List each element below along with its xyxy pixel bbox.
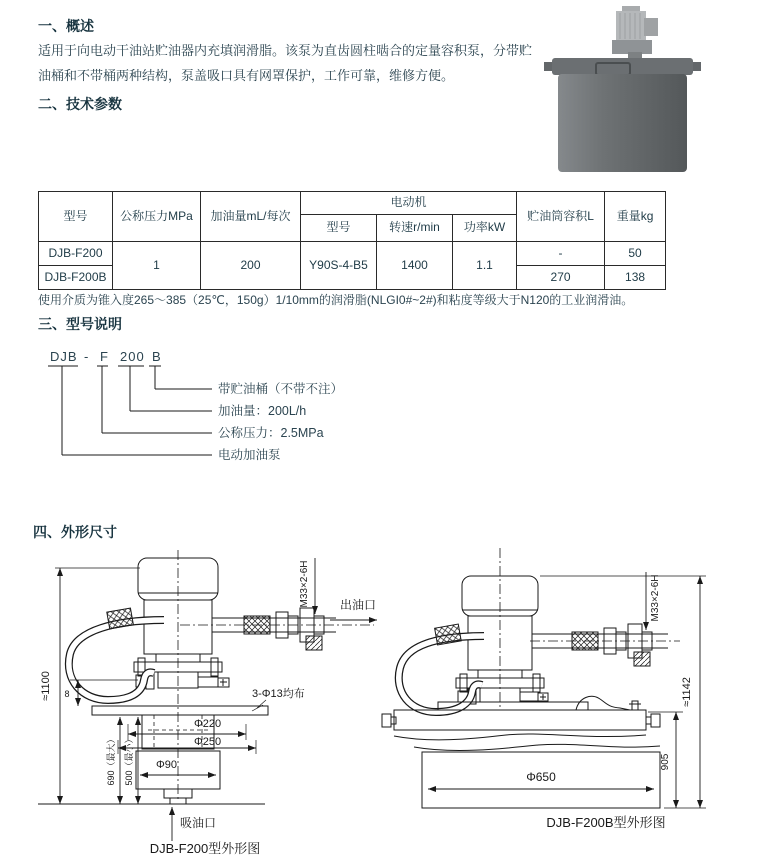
dim-690-max: 690（最大） [106,734,116,786]
cell-speed: 1400 [377,242,453,290]
cell-power: 1.1 [453,242,517,290]
suction-port-label: 吸油口 [180,816,217,830]
caption-djb-f200b: DJB-F200B型外形图 [546,815,666,830]
label-tank-option: 带贮油桶（不带不注） [218,382,344,396]
caption-djb-f200: DJB-F200型外形图 [149,841,261,856]
bolt-holes-label: 3-Φ13均布 [252,688,305,700]
col-header-oil: 加油量mL/每次 [201,192,301,242]
dim-905: 905 [660,753,671,771]
col-header-motor-model: 型号 [301,215,377,242]
label-oil-rate: 加油量：200L/h [218,404,307,418]
dim-dia-650: Φ650 [526,770,556,784]
section-4-heading: 四、外形尺寸 [33,524,117,540]
cell-weight-2: 138 [605,266,666,290]
col-header-motor-group: 电动机 [301,192,517,215]
outline-drawing-djb-f200b [380,546,712,836]
drum-photo-part [544,58,701,172]
col-header-speed: 转速r/min [377,215,453,242]
cell-capacity-1: - [517,242,605,266]
dim-dia-220: Φ220 [194,718,222,730]
spec-table [38,191,666,290]
col-header-model: 型号 [39,192,113,242]
overview-paragraph: 适用于向电动干油站贮油器内充填润滑脂。该泵为直齿圆柱啮合的定量容积泵，分带贮油桶和不带桶两种结构，泵盖吸口具有网罩保护，工作可靠，维修方便。 [38,43,533,83]
label-pump-type: 电动加油泵 [218,448,281,462]
dim-total-height: ≈1100 [40,671,52,701]
dim-plate-thickness: 8 [64,689,70,699]
product-photo [540,6,705,178]
cell-model-2: DJB-F200B [39,266,113,290]
cell-model-1: DJB-F200 [39,242,113,266]
cell-weight-1: 50 [605,242,666,266]
code-part-200: 200 [120,349,145,364]
dim-dia-250: Φ250 [194,736,222,748]
pump-with-tank-outline [382,548,680,808]
code-part-f: F [100,349,109,364]
medium-note: 使用介质为锥入度265～385（25℃，150g）1/10mm的润滑脂(NLGI0#~2#)和粘度等级大于N120的工业润滑油。 [38,293,634,307]
model-code-labels [218,381,343,462]
outlet-port-label: 出油口 [340,598,377,612]
section-1-heading: 一、概述 [38,18,94,34]
table-row [39,242,666,266]
section-2-heading: 二、技术参数 [38,96,122,112]
model-code-text [50,349,162,364]
col-header-weight: 重量kg [605,192,666,242]
code-dash: - [84,349,90,364]
model-designation-diagram [40,346,380,472]
section-3-heading: 三、型号说明 [38,316,122,332]
code-part-b: B [152,349,162,364]
dim-total-height-b: ≈1142 [681,677,693,707]
dimensions-left-drawing [40,558,377,856]
cell-oil: 200 [201,242,301,290]
dim-thread-spec-b: M33×2-6H [650,574,661,622]
model-code-connectors [48,366,212,455]
dim-500-min: 500（最小） [124,734,134,786]
outline-drawing-djb-f200 [30,546,380,858]
col-header-power: 功率kW [453,215,517,242]
pump-body-outline [38,550,377,804]
col-header-pressure: 公称压力MPa [113,192,201,242]
drum-pump-illustration [540,6,705,178]
cell-capacity-2: 270 [517,266,605,290]
code-part-djb: DJB [50,349,78,364]
cell-pressure: 1 [113,242,201,290]
dim-thread-spec: M33×2-6H [299,560,310,608]
label-pressure: 公称压力：2.5MPa [218,426,324,440]
dim-dia-90: Φ90 [156,759,178,771]
motor-photo-part [612,6,658,62]
col-header-capacity: 贮油筒容积L [517,192,605,242]
cell-motor-model: Y90S-4-B5 [301,242,377,290]
